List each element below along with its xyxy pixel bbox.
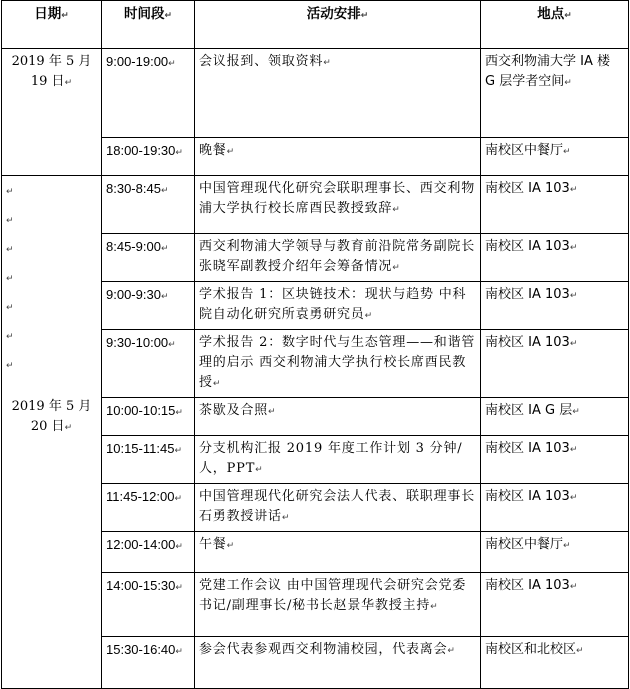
date-text: 2019 年 5 月 20 日 (11, 399, 92, 434)
location-cell: 南校区 IA 103↵ (481, 234, 629, 282)
time-cell: 10:15-11:45↵ (102, 436, 195, 484)
schedule-table (1, 0, 629, 689)
activity-cell: 学术报告 1：区块链技术：现状与趋势 中科院自动化研究所袁勇研究员↵ (195, 282, 481, 330)
location-cell: 南校区 IA 103↵ (481, 176, 629, 234)
location-cell: 南校区和北校区↵ (481, 637, 629, 689)
location-cell: 西交利物浦大学 IA 楼 G 层学者空间↵ (481, 49, 629, 138)
header-activity: 活动安排↵ (195, 1, 481, 49)
activity-cell: 会议报到、领取资料↵ (195, 49, 481, 138)
time-cell: 9:00-19:00↵ (102, 49, 195, 138)
activity-cell: 学术报告 2：数字时代与生态管理——和谐管理的启示 西交利物浦大学执行校长席酉民教授↵ (195, 330, 481, 398)
time-cell: 9:30-10:00↵ (102, 330, 195, 398)
time-cell: 18:00-19:30↵ (102, 138, 195, 176)
activity-cell: 茶歇及合照↵ (195, 398, 481, 436)
table-row (2, 49, 629, 138)
location-cell: 南校区 IA 103↵ (481, 573, 629, 637)
header-date: 日期↵ (2, 1, 102, 49)
activity-cell: 党建工作会议 由中国管理现代会研究会党委书记/副理事长/秘书长赵景华教授主持↵ (195, 573, 481, 637)
header-row (2, 1, 629, 49)
time-cell: 9:00-9:30↵ (102, 282, 195, 330)
time-cell: 11:45-12:00↵ (102, 484, 195, 532)
location-cell: 南校区 IA 103↵ (481, 436, 629, 484)
time-cell: 8:45-9:00↵ (102, 234, 195, 282)
activity-cell: 分支机构汇报 2019 年度工作计划 3 分钟/人，PPT↵ (195, 436, 481, 484)
header-location: 地点↵ (481, 1, 629, 49)
activity-cell: 午餐↵ (195, 532, 481, 573)
location-cell: 南校区 IA 103↵ (481, 484, 629, 532)
location-cell: 南校区中餐厅↵ (481, 138, 629, 176)
activity-cell: 中国管理现代化研究会法人代表、联职理事长石勇教授讲话↵ (195, 484, 481, 532)
time-cell: 12:00-14:00↵ (102, 532, 195, 573)
location-cell: 南校区中餐厅↵ (481, 532, 629, 573)
time-cell: 15:30-16:40↵ (102, 637, 195, 689)
activity-cell: 西交利物浦大学领导与教育前沿院常务副院长张晓军副教授介绍年会筹备情况↵ (195, 234, 481, 282)
date-cell-day1: 2019 年 5 月 19 日↵ (2, 49, 102, 176)
activity-cell: 中国管理现代化研究会联职理事长、西交利物浦大学执行校长席酉民教授致辞↵ (195, 176, 481, 234)
table-row (2, 176, 629, 234)
date-text: 2019 年 5 月 19 日 (11, 54, 92, 89)
location-cell: 南校区 IA G 层↵ (481, 398, 629, 436)
activity-cell: 晚餐↵ (195, 138, 481, 176)
header-time: 时间段↵ (102, 1, 195, 49)
time-cell: 8:30-8:45↵ (102, 176, 195, 234)
date-cell-day2: ↵ ↵ ↵ ↵ ↵ ↵ ↵ 2019 年 5 月 20 日↵ (2, 176, 102, 689)
time-cell: 14:00-15:30↵ (102, 573, 195, 637)
time-cell: 10:00-10:15↵ (102, 398, 195, 436)
location-cell: 南校区 IA 103↵ (481, 330, 629, 398)
location-cell: 南校区 IA 103↵ (481, 282, 629, 330)
activity-cell: 参会代表参观西交利物浦校园，代表离会↵ (195, 637, 481, 689)
